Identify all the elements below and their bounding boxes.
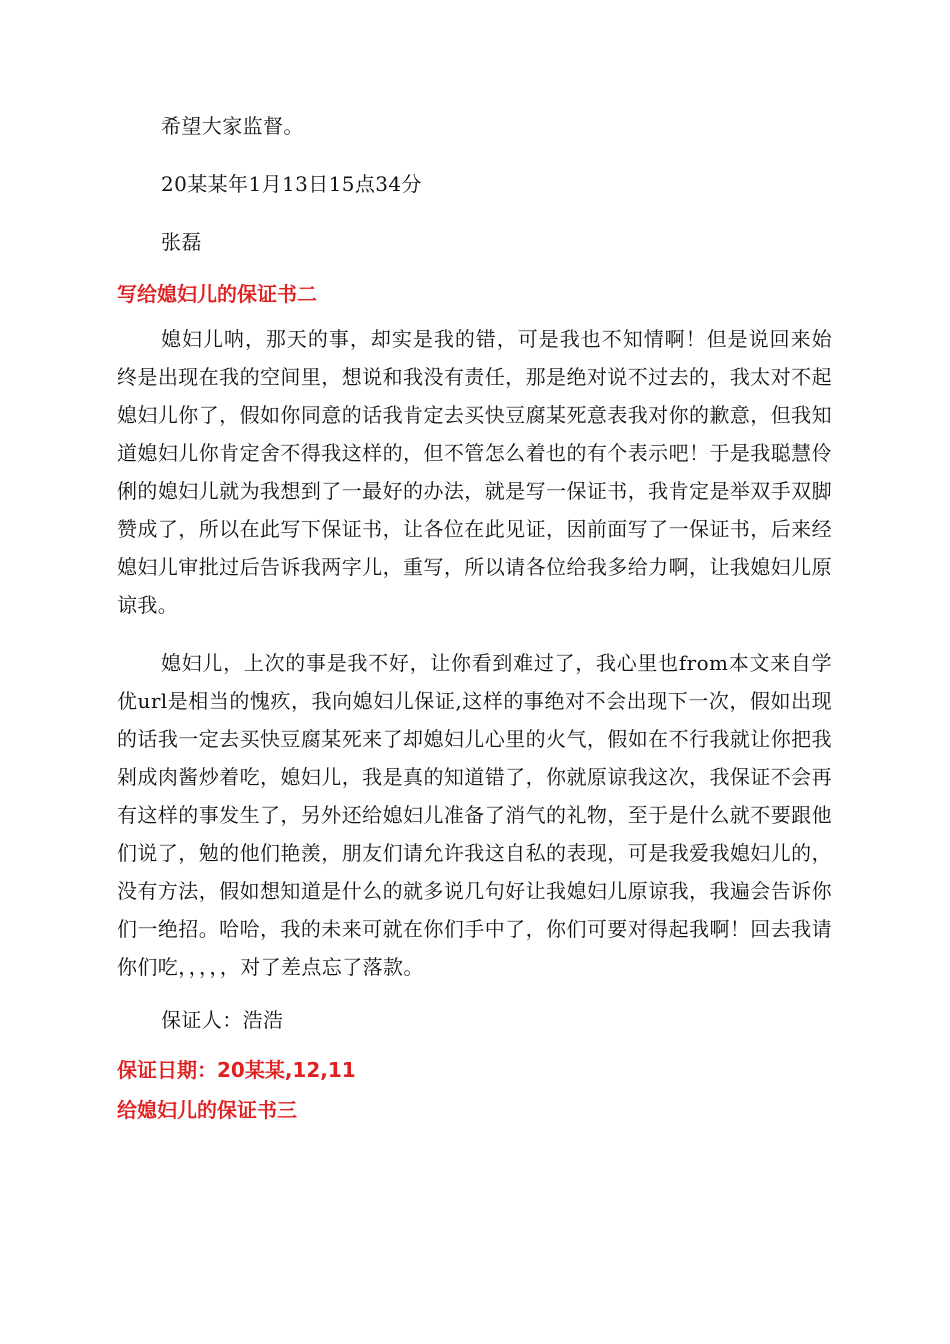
guarantor-line: 保证人：浩浩 xyxy=(161,1008,284,1032)
heading-guarantee-two: 写给媳妇儿的保证书二 xyxy=(117,282,317,306)
supervise-line: 希望大家监督。 xyxy=(161,114,304,138)
signature-line: 张磊 xyxy=(161,230,202,254)
paragraph-one: 媳妇儿呐，那天的事，却实是我的错，可是我也不知情啊！但是说回来始终是出现在我的空间里，想说和我没有责任，那是绝对说不过去的，我太对不起媳妇儿你了，假如你同意的话我肯定去买快豆腐某死意表我对你的歉意，但我知道媳妇儿你肯定舍不得我这样的，但不管怎么着也的有个表示吧！于是我聪慧伶俐的媳妇儿就为我想到了一最好的办法，就是写一保证书，我肯定是举双手双脚赞成了，所以在此写下保证书，让各位在此见证，因前面写了一保证书，后来经媳妇儿审批过后告诉我两字儿，重写，所以请各位给我多给力啊，让我媳妇儿原谅我。 xyxy=(117,327,832,617)
guarantee-date-heading: 保证日期：20某某,12,11 xyxy=(117,1058,356,1082)
heading-guarantee-three: 给媳妇儿的保证书三 xyxy=(117,1098,297,1122)
paragraph-two: 媳妇儿，上次的事是我不好，让你看到难过了，我心里也from本文来自学优url是相当的愧疚，我向媳妇儿保证,这样的事绝对不会出现下一次，假如出现的话我一定去买快豆腐某死来了却媳妇儿心里的火气，假如在不行我就让你把我剁成肉酱炒着吃，媳妇儿，我是真的知道错了，你就原谅我这次，我保证不会再有这样的事发生了，另外还给媳妇儿准备了消气的礼物，至于是什么就不要跟他们说了，勉的他们艳羡，朋友们请允许我这自私的表现，可是我爱我媳妇儿的，没有方法，假如想知道是什么的就多说几句好让我媳妇儿原谅我，我遍会告诉你们一绝招。哈哈，我的未来可就在你们手中了，你们可要对得起我啊！回去我请你们吃，，，，，对了差点忘了落款。 xyxy=(117,651,832,979)
date-line: 20某某年1月13日15点34分 xyxy=(161,172,422,196)
